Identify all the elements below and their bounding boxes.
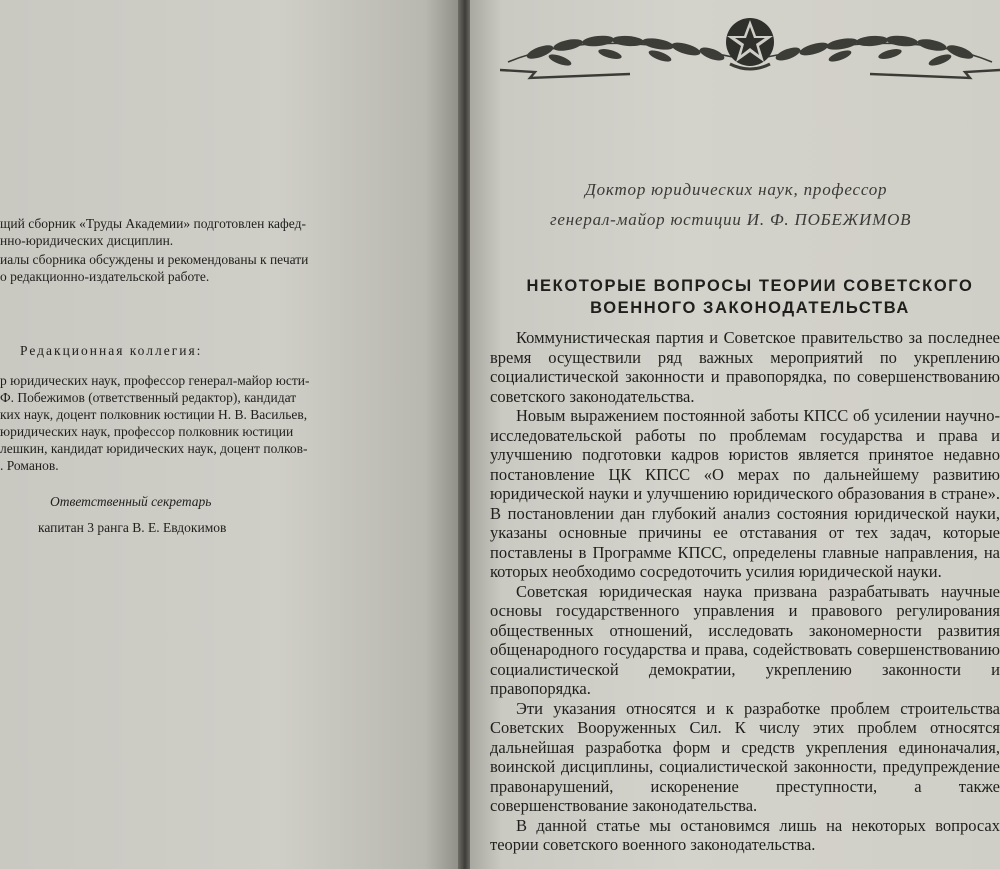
- text-line: . Романов.: [0, 458, 59, 473]
- article-title: [500, 275, 1000, 319]
- article-body: [490, 328, 1000, 855]
- paragraph: Эти указания относятся и к разработке проблем строительства Советских Вооруженных Сил. К числу этих проблем относятся дальнейшая разработка форм и средств укрепления единоначалия, воинской дисциплины, социалистической законности, предупреждение правонарушений, искоренение преступности, а также совершенствование законодательства.: [490, 698, 1000, 815]
- approval-paragraph: [0, 251, 308, 285]
- author-degree: Доктор юридических наук, профессор: [585, 180, 888, 199]
- secretary-title: Ответственный секретарь: [50, 494, 212, 509]
- board-title: Редакционная коллегия:: [20, 343, 203, 358]
- author-name: генерал-майор юстиции И. Ф. ПОБЕЖИМОВ: [550, 210, 912, 229]
- paragraph: Советская юридическая наука призвана разрабатывать научные основы государственного управления и правового регулирования общественных отношений, исследовать закономерности развития общенародного государства и права, содействовать совершенствованию социалистической демократии, укреплению законности и правопорядка.: [490, 581, 1000, 698]
- article-title-line: ВОЕННОГО ЗАКОНОДАТЕЛЬСТВА: [590, 299, 910, 317]
- paragraph: В данной статье мы остановимся лишь на некоторых вопросах теории советского военного законодательства.: [490, 815, 1000, 854]
- intro-paragraph: [0, 215, 306, 249]
- text-line: р юридических наук, профессор генерал-майор юсти-: [0, 373, 310, 388]
- text-line: Ф. Побежимов (ответственный редактор), кандидат: [0, 390, 297, 405]
- secretary-line: капитан 3 ранга В. Е. Евдокимов: [38, 520, 227, 535]
- left-page: [0, 0, 462, 869]
- text-line: юридических наук, профессор полковник юстиции: [0, 424, 294, 439]
- text-line: лешкин, кандидат юридических наук, доцент полков-: [0, 441, 308, 456]
- text-line: иалы сборника обсуждены и рекомендованы к печати: [0, 252, 309, 267]
- right-page: [470, 0, 1000, 869]
- text-line: нно-юридических дисциплин.: [0, 233, 174, 248]
- paragraph: Новым выражением постоянной заботы КПСС об усилении научно-исследовательской работы по проблемам государства и права и улучшению подготовки кадров юристов является принятое недавно постановление ЦК КПСС «О мерах по дальнейшему развитию юридической науки и улучшению юридического образования в стране». В постановлении дан глубокий анализ состояния юридической науки, указаны основные причины ее отставания от тех задач, которые поставлены в Программе КПСС, определены главные направления, на которых необходимо сосредоточить усилия юридической науки.: [490, 406, 1000, 581]
- text-line: ких наук, доцент полковник юстиции Н. В. Васильев,: [0, 407, 308, 422]
- text-line: о редакционно-издательской работе.: [0, 269, 210, 284]
- board-members: [0, 372, 309, 474]
- paragraph: Коммунистическая партия и Советское правительство за последнее время осуществили ряд важных мероприятий по укреплению социалистической законности и правопорядка, по совершенствованию советского законодательства.: [490, 328, 1000, 406]
- article-title-line: НЕКОТОРЫЕ ВОПРОСЫ ТЕОРИИ СОВЕТСКОГО: [526, 277, 974, 295]
- star-laurel-ornament-icon: [500, 12, 1000, 82]
- text-line: щий сборник «Труды Академии» подготовлен кафед-: [0, 216, 306, 231]
